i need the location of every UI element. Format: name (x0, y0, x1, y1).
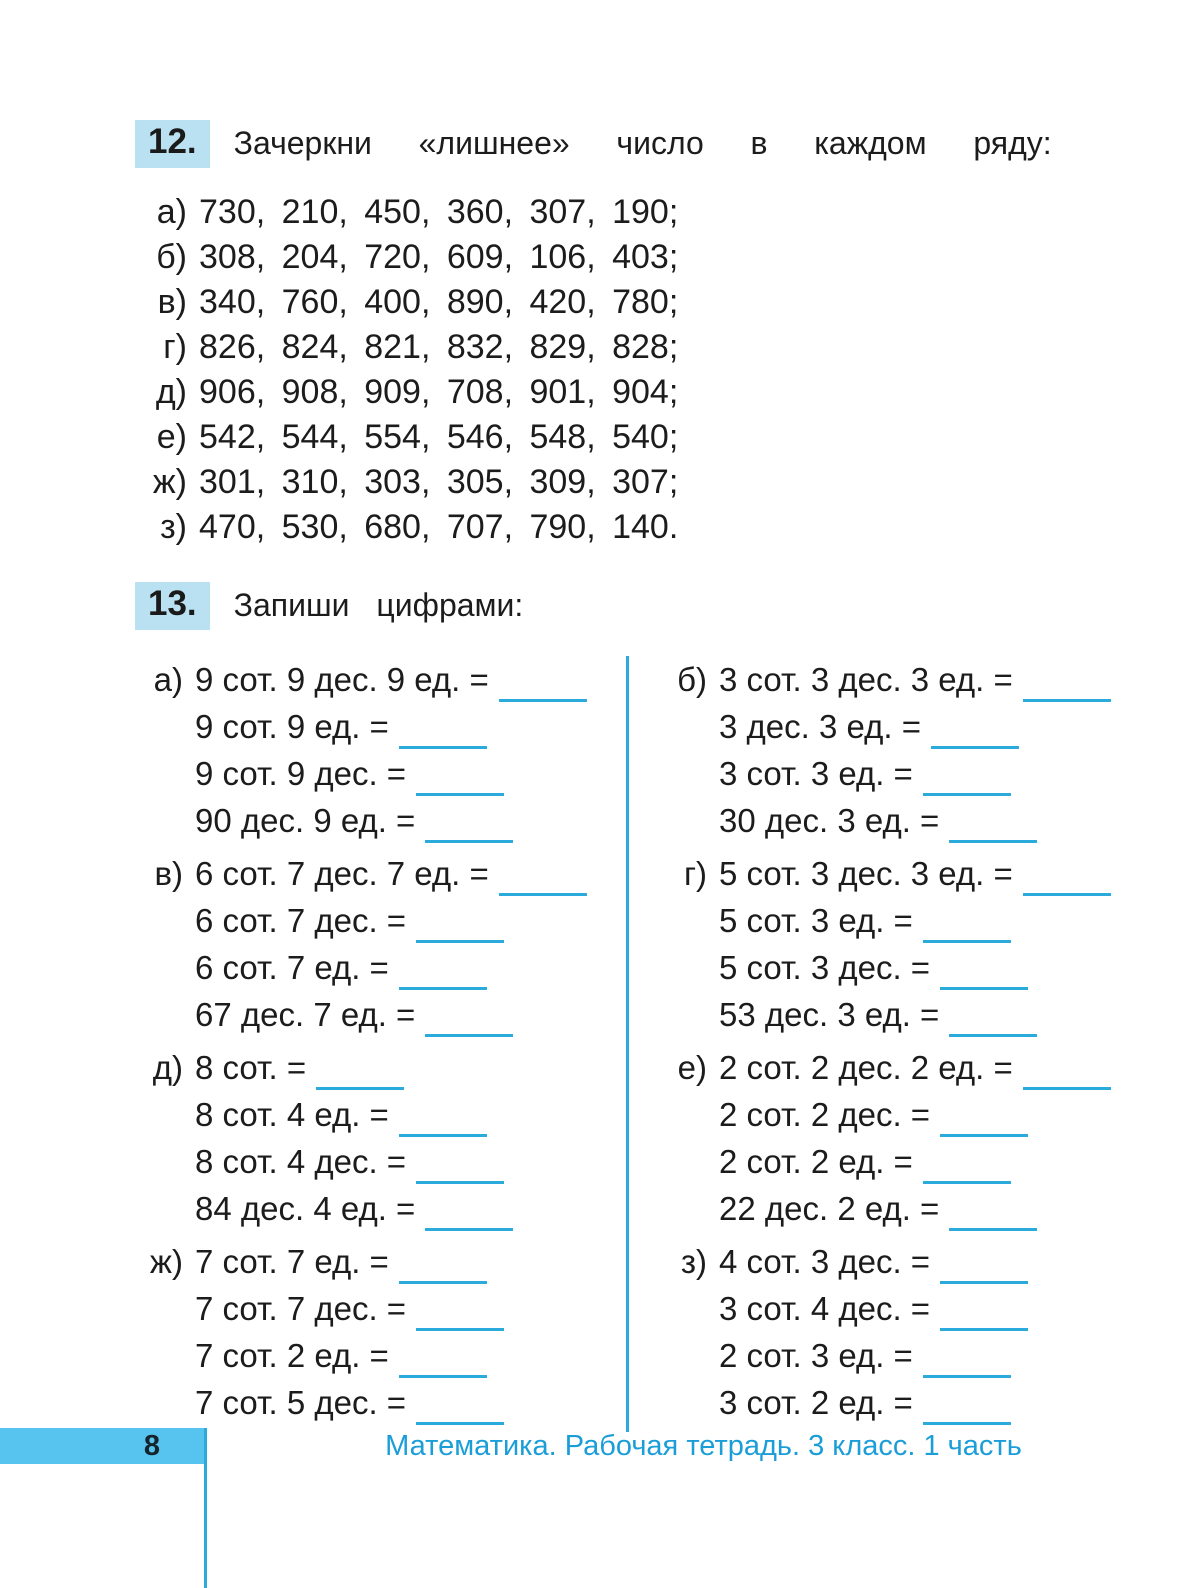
answer-blank (399, 716, 487, 749)
answer-blank (425, 1198, 513, 1231)
number-row-d (135, 370, 678, 415)
group-label: з) (680, 1242, 707, 1280)
exercise-line: г) 5 сот. 3 дес. 3 ед. = (659, 850, 1111, 897)
exercise-line: 6 сот. 7 ед. = (135, 944, 626, 991)
exercise-line: 8 сот. 4 дес. = (135, 1138, 626, 1185)
answer-blank (923, 763, 1011, 796)
row-label: з) (160, 508, 187, 546)
task13-title: Запиши цифрами: (233, 587, 524, 624)
number-row-e (135, 415, 678, 460)
exercise-line: 5 сот. 3 дес. = (659, 944, 1111, 991)
answer-blank (949, 1004, 1037, 1037)
exercise-line: д) 8 сот. = (135, 1044, 626, 1091)
exercise-line: 2 сот. 2 дес. = (659, 1091, 1111, 1138)
answer-blank (425, 810, 513, 843)
exercise-line: 6 сот. 7 дес. = (135, 897, 626, 944)
task13-header (135, 582, 523, 630)
answer-blank (416, 910, 504, 943)
page-number: 8 (143, 1429, 160, 1462)
exercise-line: 7 сот. 7 дес. = (135, 1285, 626, 1332)
group-label: в) (154, 854, 183, 892)
exercise-line: 3 сот. 4 дес. = (659, 1285, 1111, 1332)
exercise-line: 30 дес. 3 ед. = (659, 797, 1111, 844)
answer-blank (499, 863, 587, 896)
group-d (135, 1044, 626, 1232)
group-label: г) (683, 854, 707, 892)
exercise-line: 3 сот. 3 ед. = (659, 750, 1111, 797)
exercise-line: 9 сот. 9 ед. = (135, 703, 626, 750)
row-numbers: 730, 210, 450, 360, 307, 190; (199, 193, 679, 231)
answer-blank (923, 910, 1011, 943)
answer-blank (1023, 669, 1111, 702)
task13-number-badge: 13. (135, 582, 210, 630)
answer-blank (425, 1004, 513, 1037)
answer-blank (499, 669, 587, 702)
answer-blank (1023, 1057, 1111, 1090)
exercise-line: 8 сот. 4 ед. = (135, 1091, 626, 1138)
exercise-line: 9 сот. 9 дес. = (135, 750, 626, 797)
exercise-line: 5 сот. 3 ед. = (659, 897, 1111, 944)
group-zh (135, 1238, 626, 1426)
row-label: ж) (152, 463, 187, 501)
group-g (659, 850, 1111, 1038)
row-numbers: 340, 760, 400, 890, 420, 780; (199, 283, 679, 321)
answer-blank (416, 1298, 504, 1331)
answer-blank (923, 1151, 1011, 1184)
row-numbers: 826, 824, 821, 832, 829, 828; (199, 328, 679, 366)
exercise-line: а) 9 сот. 9 дес. 9 ед. = (135, 656, 626, 703)
row-numbers: 301, 310, 303, 305, 309, 307; (199, 463, 679, 501)
group-label: б) (677, 660, 707, 698)
answer-blank (416, 1151, 504, 1184)
answer-blank (923, 1392, 1011, 1425)
answer-blank (316, 1057, 404, 1090)
row-numbers: 308, 204, 720, 609, 106, 403; (199, 238, 679, 276)
answer-blank (949, 810, 1037, 843)
row-numbers: 906, 908, 909, 708, 901, 904; (199, 373, 679, 411)
group-e (659, 1044, 1111, 1232)
row-label: е) (156, 418, 187, 456)
group-v (135, 850, 626, 1038)
title-word: число (616, 125, 704, 162)
answer-blank (399, 1251, 487, 1284)
title-word: ряду: (973, 125, 1052, 162)
exercise-line: 53 дес. 3 ед. = (659, 991, 1111, 1038)
group-a (135, 656, 626, 844)
row-numbers: 542, 544, 554, 546, 548, 540; (199, 418, 679, 456)
exercise-line: 22 дес. 2 ед. = (659, 1185, 1111, 1232)
row-label: в) (157, 283, 187, 321)
title-word: «лишнее» (418, 125, 570, 162)
number-row-a (135, 190, 678, 235)
answer-blank (399, 1104, 487, 1137)
number-row-v (135, 280, 678, 325)
exercise-line: 2 сот. 2 ед. = (659, 1138, 1111, 1185)
task13-columns (135, 656, 1111, 1432)
exercise-line: 2 сот. 3 ед. = (659, 1332, 1111, 1379)
task12-header (135, 120, 1052, 168)
exercise-line: в) 6 сот. 7 дес. 7 ед. = (135, 850, 626, 897)
number-row-b (135, 235, 678, 280)
exercise-line: ж) 7 сот. 7 ед. = (135, 1238, 626, 1285)
number-row-zh (135, 460, 678, 505)
row-label: г) (163, 328, 187, 366)
exercise-line: з) 4 сот. 3 дес. = (659, 1238, 1111, 1285)
group-label: а) (153, 660, 183, 698)
answer-blank (940, 1298, 1028, 1331)
answer-blank (399, 957, 487, 990)
task12-title (234, 125, 1052, 162)
title-word: в (750, 125, 768, 162)
title-word: каждом (814, 125, 927, 162)
answer-blank (923, 1345, 1011, 1378)
exercise-line: 3 дес. 3 ед. = (659, 703, 1111, 750)
row-label: б) (156, 238, 187, 276)
exercise-line: 7 сот. 5 дес. = (135, 1379, 626, 1426)
book-title: Математика. Рабочая тетрадь. 3 класс. 1 часть (385, 1429, 1022, 1462)
answer-blank (949, 1198, 1037, 1231)
group-label: д) (152, 1048, 183, 1086)
answer-blank (940, 1104, 1028, 1137)
row-label: а) (156, 193, 187, 231)
page-number-bar (0, 1428, 205, 1464)
answer-blank (940, 1251, 1028, 1284)
group-z (659, 1238, 1111, 1426)
row-numbers: 470, 530, 680, 707, 790, 140. (199, 508, 679, 546)
exercise-line: 84 дес. 4 ед. = (135, 1185, 626, 1232)
number-row-g (135, 325, 678, 370)
answer-blank (1023, 863, 1111, 896)
task12-number-badge: 12. (135, 120, 210, 168)
group-b (659, 656, 1111, 844)
group-label: ж) (149, 1242, 183, 1280)
answer-blank (416, 763, 504, 796)
answer-blank (940, 957, 1028, 990)
task13-right-column (629, 656, 1111, 1432)
number-row-z (135, 505, 678, 550)
exercise-line: 67 дес. 7 ед. = (135, 991, 626, 1038)
exercise-line: 3 сот. 2 ед. = (659, 1379, 1111, 1426)
answer-blank (399, 1345, 487, 1378)
task12-rows (135, 190, 678, 550)
group-label: е) (677, 1048, 707, 1086)
exercise-line: 7 сот. 2 ед. = (135, 1332, 626, 1379)
answer-blank (931, 716, 1019, 749)
row-label: д) (155, 373, 187, 411)
exercise-line: е) 2 сот. 2 дес. 2 ед. = (659, 1044, 1111, 1091)
title-word: Зачеркни (233, 125, 372, 162)
exercise-line: б) 3 сот. 3 дес. 3 ед. = (659, 656, 1111, 703)
exercise-line: 90 дес. 9 ед. = (135, 797, 626, 844)
task13-left-column (135, 656, 626, 1432)
answer-blank (416, 1392, 504, 1425)
